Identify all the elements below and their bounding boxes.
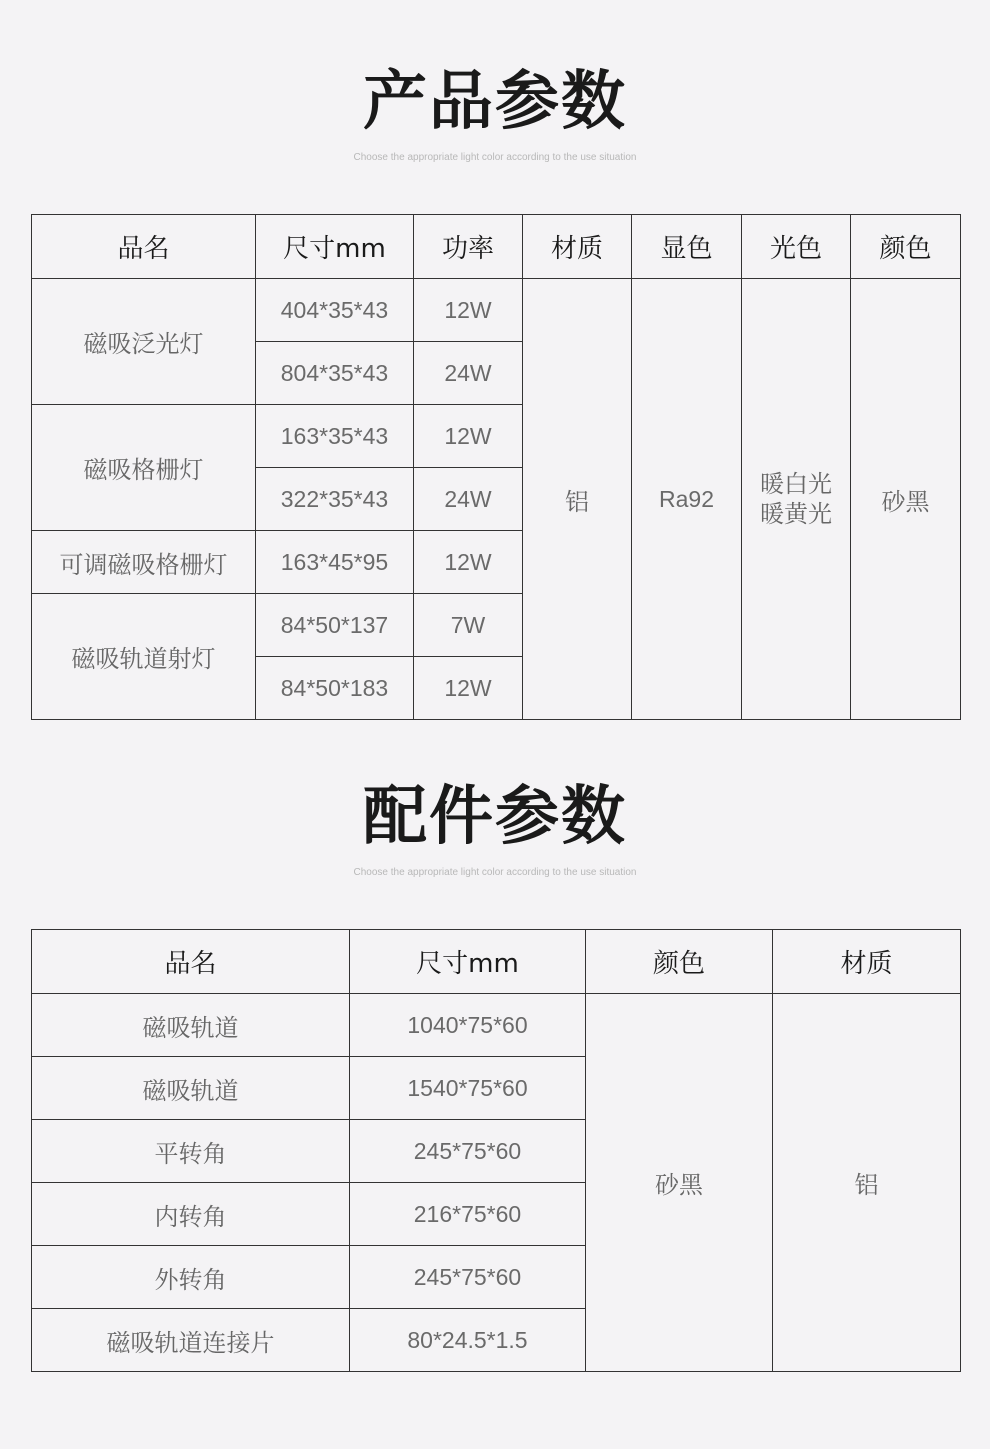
accessory-name-cell: 外转角 <box>32 1246 350 1309</box>
product-params-table <box>31 214 961 720</box>
header-color: 颜色 <box>851 215 961 279</box>
accessory-section-title: 配件参数 <box>363 780 627 854</box>
table-row <box>32 994 961 1057</box>
size-cell: 322*35*43 <box>256 468 414 531</box>
product-name-cell: 磁吸格栅灯 <box>32 405 256 531</box>
product-section-subtitle: Choose the appropriate light color according to the use situation <box>353 152 637 163</box>
color-cell: 砂黑 <box>586 994 773 1372</box>
header-color: 颜色 <box>586 930 773 994</box>
header-material: 材质 <box>523 215 632 279</box>
accessory-name-cell: 平转角 <box>32 1120 350 1183</box>
product-name-cell: 磁吸轨道射灯 <box>32 594 256 720</box>
header-cri: 显色 <box>632 215 742 279</box>
table-row <box>32 279 961 342</box>
accessory-name-cell: 磁吸轨道连接片 <box>32 1309 350 1372</box>
power-cell: 7W <box>414 594 523 657</box>
size-cell: 1040*75*60 <box>350 994 586 1057</box>
accessory-name-cell: 磁吸轨道 <box>32 994 350 1057</box>
header-material: 材质 <box>773 930 961 994</box>
power-cell: 12W <box>414 279 523 342</box>
color-cell: 砂黑 <box>851 279 961 720</box>
power-cell: 24W <box>414 468 523 531</box>
power-cell: 24W <box>414 342 523 405</box>
light-color-cell <box>742 279 851 720</box>
size-cell: 245*75*60 <box>350 1246 586 1309</box>
header-name: 品名 <box>32 215 256 279</box>
size-cell: 84*50*137 <box>256 594 414 657</box>
size-cell: 84*50*183 <box>256 657 414 720</box>
power-cell: 12W <box>414 405 523 468</box>
cri-cell: Ra92 <box>632 279 742 720</box>
size-cell: 245*75*60 <box>350 1120 586 1183</box>
product-name-cell: 磁吸泛光灯 <box>32 279 256 405</box>
product-name-cell: 可调磁吸格栅灯 <box>32 531 256 594</box>
header-name: 品名 <box>32 930 350 994</box>
size-cell: 1540*75*60 <box>350 1057 586 1120</box>
accessory-name-cell: 内转角 <box>32 1183 350 1246</box>
material-cell: 铝 <box>523 279 632 720</box>
accessory-section-subtitle: Choose the appropriate light color according to the use situation <box>353 867 637 878</box>
header-size: 尺寸mm <box>350 930 586 994</box>
header-power: 功率 <box>414 215 523 279</box>
size-cell: 163*35*43 <box>256 405 414 468</box>
accessory-name-cell: 磁吸轨道 <box>32 1057 350 1120</box>
material-cell: 铝 <box>773 994 961 1372</box>
size-cell: 80*24.5*1.5 <box>350 1309 586 1372</box>
accessory-params-table <box>31 929 961 1372</box>
size-cell: 404*35*43 <box>256 279 414 342</box>
size-cell: 163*45*95 <box>256 531 414 594</box>
header-size: 尺寸mm <box>256 215 414 279</box>
size-cell: 216*75*60 <box>350 1183 586 1246</box>
power-cell: 12W <box>414 657 523 720</box>
power-cell: 12W <box>414 531 523 594</box>
header-light-color: 光色 <box>742 215 851 279</box>
size-cell: 804*35*43 <box>256 342 414 405</box>
light-color-warm-yellow: 暖黄光 <box>760 500 832 528</box>
product-section-title: 产品参数 <box>363 65 627 139</box>
light-color-warm-white: 暖白光 <box>760 470 832 498</box>
